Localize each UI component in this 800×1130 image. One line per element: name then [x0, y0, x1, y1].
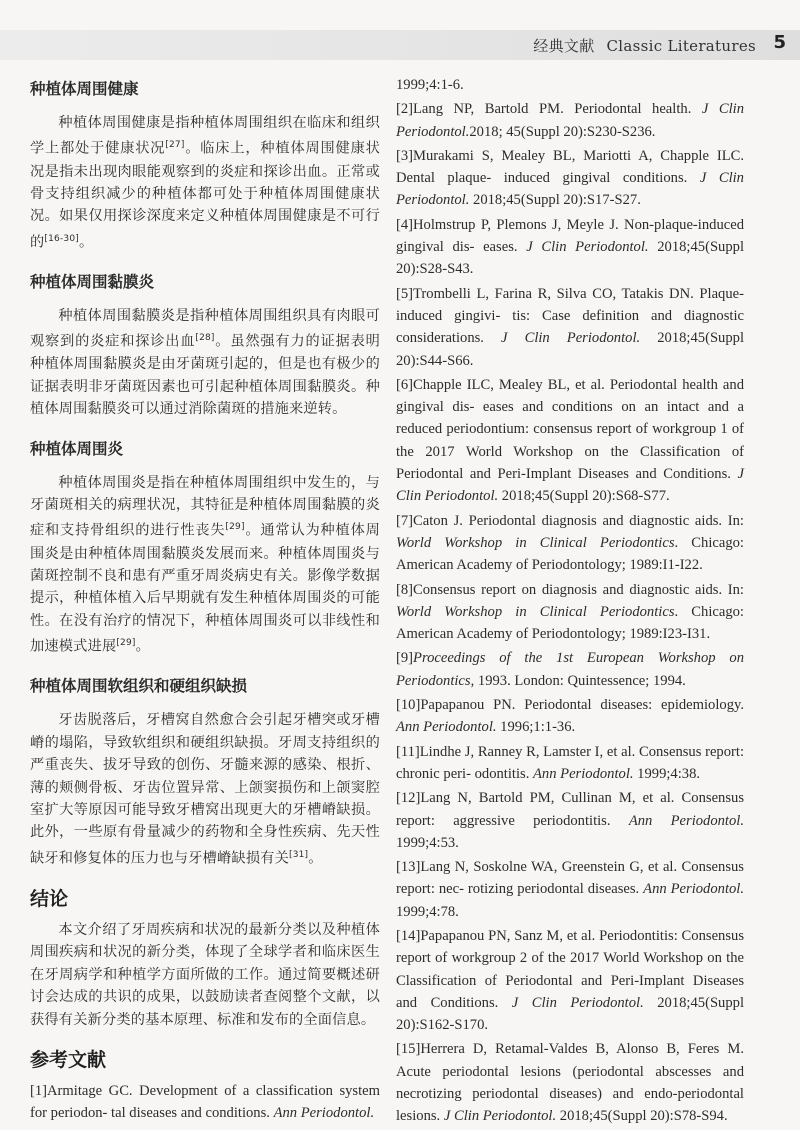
- section-peri-implant-health: [30, 78, 380, 254]
- reference-item: [12]Lang N, Bartold PM, Cullinan M, et al. Consensus report: aggressive periodontitis. Ann Periodontol. 1999;4:53.: [396, 790, 744, 851]
- citation: [29]: [225, 522, 245, 533]
- reference-item: [13]Lang N, Soskolne WA, Greenstein G, et al. Consensus report: nec- rotizing periodontal diseases. Ann Periodontol. 1999;4:78.: [396, 859, 744, 920]
- citation: [16-30]: [44, 233, 79, 244]
- running-header: [533, 35, 756, 56]
- section-heading: 种植体周围健康: [30, 80, 139, 98]
- journal-name: J Clin Periodontol.: [501, 330, 641, 347]
- section-paragraph: 种植体周围黏膜炎是指种植体周围组织具有肉眼可观察到的炎症和探诊出血[28]。虽然强有力的证据表明种植体周围黏膜炎是由牙菌斑引起的，但是也有极少的证据表明非牙菌斑因素也可引起种植体周围黏膜炎。种植体周围黏膜炎可以通过消除菌斑的措施来逆转。: [30, 307, 380, 418]
- citation: [29]: [116, 638, 136, 649]
- section-title-en: Classic Literatures: [606, 37, 756, 55]
- conclusion-heading: 结论: [30, 887, 69, 910]
- reference-item: [6]Chapple ILC, Mealey BL, et al. Periodontal health and gingival dis- eases and conditions on an intact and a reduced periodontium: consensus report of workgroup 1 of the 2017 World Workshop on the Classification of Periodontal and Peri-Implant Diseases and Conditions. J Clin Periodontol. 2018;45(Suppl 20):S68-S77.: [396, 376, 744, 505]
- section-paragraph: 牙齿脱落后，牙槽窝自然愈合会引起牙槽突或牙槽嵴的塌陷，导致软组织和硬组织缺损。牙周支持组织的严重丧失、拔牙导致的创伤、牙髓来源的感染、根折、薄的颊侧骨板、牙齿位置异常、上颌窦损伤和上颌窦腔室扩大等原因可能导致牙槽窝出现更大的牙槽嵴缺损。此外，一些原有骨量减少的药物和全身性疾病、先天性缺牙和修复体的压力也与牙槽嵴缺损有关[31]。: [30, 712, 380, 867]
- journal-name: Ann Periodontol.: [643, 881, 744, 898]
- reference-item: [11]Lindhe J, Ranney R, Lamster I, et al. Consensus report: chronic peri- odontitis. Ann Periodontol. 1999;4:38.: [396, 743, 744, 782]
- journal-name: Proceedings of the 1st European Workshop on Periodontics: [396, 650, 744, 689]
- reference-item: [15]Herrera D, Retamal-Valdes B, Alonso B, Feres M. Acute periodontal lesions (periodontal abscesses and necrotizing periodontal diseases) and endo-periodontal lesions. J Clin Periodontol. 2018;45(Suppl 20):S78-S94.: [396, 1041, 744, 1125]
- journal-name: Ann Periodontol.: [273, 1105, 375, 1122]
- section-peri-implantitis: [30, 438, 380, 659]
- citation: [31]: [288, 849, 309, 860]
- citation: [27]: [165, 140, 185, 151]
- journal-name: World Workshop in Clinical Periodontics: [396, 534, 675, 551]
- reference-item: [7]Caton J. Periodontal diagnosis and diagnostic aids. In: World Workshop in Clinical Periodontics. Chicago: American Academy of Periodontology; 1989:I1-I22.: [396, 512, 744, 574]
- references-section: [30, 1048, 380, 1125]
- section-paragraph: 种植体周围炎是指在种植体周围组织中发生的，与牙菌斑相关的病理状况，其特征是种植体周围黏膜的炎症和支持骨组织的进行性丧失[29]。通常认为种植体周围炎是由种植体周围黏膜炎发展而来。种植体周围炎与菌斑控制不良和患有严重牙周炎病史有关。影像学数据提示，种植体植入后早期就有发生种植体周围炎的可能性。在没有治疗的情况下，种植体周围炎可以非线性和加速模式进展[29]。: [30, 474, 380, 655]
- reference-item: 1999;4:1-6.: [396, 77, 464, 93]
- section-title-cn: 经典文献: [533, 37, 595, 55]
- reference-item: [14]Papapanou PN, Sanz M, et al. Periodontitis: Consensus report of workgroup 2 of the 2017 World Workshop on the Classification of Periodontal and Peri-Implant Diseases and Conditions. J Clin Periodontol. 2018;45(Suppl 20):S162-S170.: [396, 927, 744, 1034]
- section-paragraph: 种植体周围健康是指种植体周围组织在临床和组织学上都处于健康状况[27]。临床上，种植体周围健康状况是指未出现肉眼能观察到的炎症和探诊出血。正常或骨支持组织减少的种植体都可处于种植体周围健康状况。如果仅用探诊深度来定义种植体周围健康是不可行的[16-30]。: [30, 115, 380, 251]
- page-number: 5: [773, 32, 786, 53]
- reference-item: [1]Armitage GC. Development of a classification system for periodon- tal diseases and conditions. Ann Periodontol.: [30, 1083, 380, 1122]
- journal-name: J Clin Periodontol.: [511, 994, 644, 1011]
- section-heading: 种植体周围软组织和硬组织缺损: [30, 677, 248, 696]
- section-heading: 种植体周围炎: [30, 439, 124, 458]
- reference-item: [5]Trombelli L, Farina R, Silva CO, Tatakis DN. Plaque-induced gingivi- tis: Case definition and diagnostic considerations. J Clin Periodontol. 2018;45(Suppl 20):S44-S66.: [396, 285, 744, 369]
- journal-name: Ann Periodontol.: [533, 765, 634, 782]
- journal-name: World Workshop in Clinical Periodontics: [396, 603, 675, 620]
- section-peri-implant-mucositis: [30, 271, 380, 421]
- journal-name: Ann Periodontol.: [396, 719, 497, 736]
- journal-name: J Clin Periodontol.: [526, 239, 649, 256]
- right-column: [396, 74, 744, 1130]
- journal-name: J Clin Periodontol.: [396, 170, 744, 209]
- reference-item: [2]Lang NP, Bartold PM. Periodontal health. J Clin Periodontol.2018; 45(Suppl 20):S230-S236.: [396, 101, 744, 140]
- references-heading: 参考文献: [30, 1049, 107, 1071]
- reference-item: [4]Holmstrup P, Plemons J, Meyle J. Non-plaque-induced gingival dis- eases. J Clin Periodontol. 2018;45(Suppl 20):S28-S43.: [396, 216, 744, 278]
- reference-item: [9]Proceedings of the 1st European Workshop on Periodontics, 1993. London: Quintessence; 1994.: [396, 650, 744, 689]
- section-conclusion: [30, 887, 380, 1031]
- citation: [28]: [195, 333, 215, 344]
- reference-item: [10]Papapanou PN. Periodontal diseases: epidemiology. Ann Periodontol. 1996;1:1-36.: [396, 697, 744, 736]
- conclusion-paragraph: 本文介绍了牙周疾病和状况的最新分类以及种植体周围疾病和状况的新分类，体现了全球学者和临床医生在牙周病学和种植学方面所做的工作。通过简要概述研讨会达成的共识的成果，以鼓励读者查阅整个文献，以获得有关新分类的基本原理、标准和发布的全面信息。: [30, 921, 380, 1028]
- reference-item: [3]Murakami S, Mealey BL, Mariotti A, Chapple ILC. Dental plaque- induced gingival conditions. J Clin Periodontol. 2018;45(Suppl 20):S17-S27.: [396, 147, 744, 209]
- section-tissue-deficiencies: [30, 675, 380, 870]
- journal-name: J Clin Periodontol.: [396, 466, 744, 505]
- journal-name: J Clin Periodontol.: [396, 101, 744, 140]
- section-heading: 种植体周围黏膜炎: [30, 272, 155, 291]
- journal-name: Ann Periodontol.: [628, 812, 744, 829]
- journal-name: J Clin Periodontol.: [443, 1108, 557, 1125]
- left-column: [30, 78, 380, 1127]
- reference-item: [8]Consensus report on diagnosis and diagnostic aids. In: World Workshop in Clinical Periodontics. Chicago: American Academy of Periodontology; 1989:I23-I31.: [396, 581, 744, 643]
